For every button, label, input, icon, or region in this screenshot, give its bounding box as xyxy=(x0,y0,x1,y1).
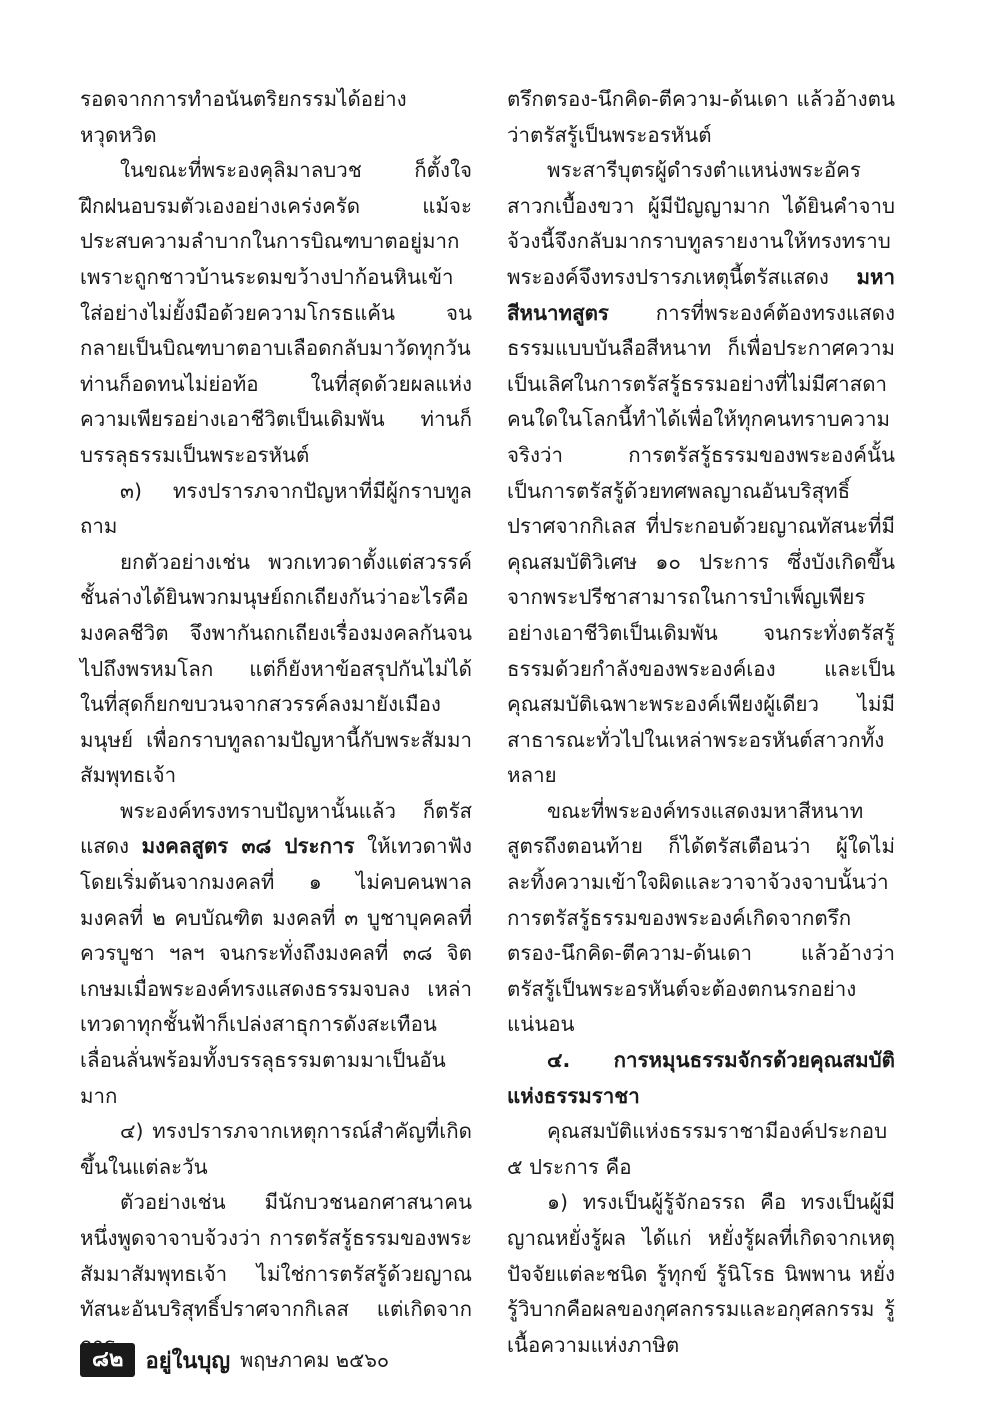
section-heading: ๔. การหมุนธรรมจักรด้วยคุณสมบัติแห่งธรรมราชา xyxy=(507,1048,895,1108)
paragraph: ขณะที่พระองค์ทรงแสดงมหาสีหนาทสูตรถึงตอนท้าย ก็ได้ตรัสเตือนว่า ผู้ใดไม่ละทิ้งความเข้าใจผิดและวาจาจ้วงจาบนั้นว่า การตรัสรู้ธรรมของพระองค์เกิดจากตรึกตรอง-นึกคิด-ตีความ-ด้นเดา แล้วอ้างว่าตรัสรู้เป็นพระอรหันต์จะต้องตกนรกอย่างแน่นอน xyxy=(507,798,895,1037)
paragraph: ยกตัวอย่างเช่น พวกเทวดาตั้งแต่สวรรค์ชั้นล่างได้ยินพวกมนุษย์ถกเถียงกันว่าอะไรคือมงคลชีวิต จึงพากันถกเถียงเรื่องมงคลกันจนไปถึงพรหมโลก แต่ก็ยังหาข้อสรุปกันไม่ได้ ในที่สุดก็ยกขบวนจากสวรรค์ลงมายังเมืองมนุษย์ เพื่อกราบทูลถามปัญหานี้กับพระสัมมาสัมพุทธเจ้า xyxy=(80,549,472,788)
paragraph: ตรึกตรอง-นึกคิด-ตีความ-ด้นเดา แล้วอ้างตนว่าตรัสรู้เป็นพระอรหันต์ xyxy=(507,87,895,147)
page-footer xyxy=(80,1340,389,1380)
issue-date: พฤษภาคม ๒๕๖๐ xyxy=(240,1348,390,1372)
page-number: ๘๒ xyxy=(80,1343,135,1377)
list-item-1: ๑) ทรงเป็นผู้รู้จักอรรถ คือ ทรงเป็นผู้มีญาณหยั่งรู้ผล ได้แก่ หยั่งรู้ผลที่เกิดจากเหตุปัจจัยแต่ละชนิด รู้ทุกข์ รู้นิโรธ นิพพาน หยั่งรู้วิบากคือผลของกุศลกรรมและอกุศลกรรม รู้เนื้อความแห่งภาษิต xyxy=(507,1190,895,1357)
paragraph-text: ให้เทวดาฟังโดยเริ่มต้นจากมงคลที่ ๑ ไม่คบคนพาล มงคลที่ ๒ คบบัณฑิต มงคลที่ ๓ บูชาบุคคลที่ควรบูชา ฯลฯ จนกระทั่งถึงมงคลที่ ๓๘ จิตเกษมเมื่อพระองค์ทรงแสดงธรรมจบลง เหล่าเทวดาทุกชั้นฟ้าก็เปล่งสาธุการดังสะเทือนเลื่อนลั่นพร้อมทั้งบรรลุธรรมตามมาเป็นอันมาก xyxy=(80,834,472,1108)
paragraph xyxy=(507,153,895,794)
paragraph: ในขณะที่พระองคุลิมาลบวช ก็ตั้งใจฝึกฝนอบรมตัวเองอย่างเคร่งครัด แม้จะประสบความลำบากในการบิณฑบาตอยู่มาก เพราะถูกชาวบ้านระดมขว้างปาก้อนหินเข้าใส่อย่างไม่ยั้งมือด้วยความโกรธแค้น จนกลายเป็นบิณฑบาตอาบเลือดกลับมาวัดทุกวัน ท่านก็อดทนไม่ย่อท้อ ในที่สุดด้วยผลแห่งความเพียรอย่างเอาชีวิตเป็นเดิมพัน ท่านก็บรรลุธรรมเป็นพระอรหันต์ xyxy=(80,158,472,467)
paragraph: คุณสมบัติแห่งธรรมราชามีองค์ประกอบ ๕ ประการ คือ xyxy=(507,1119,888,1179)
magazine-title: อยู่ในบุญ xyxy=(145,1348,231,1374)
paragraph: รอดจากการทำอนันตริยกรรมได้อย่างหวุดหวิด xyxy=(80,87,407,147)
left-column xyxy=(80,82,472,1363)
list-item-4: ๔) ทรงปรารภจากเหตุการณ์สำคัญที่เกิดขึ้นในแต่ละวัน xyxy=(80,1119,472,1179)
list-item-3: ๓) ทรงปรารภจากปัญหาที่มีผู้กราบทูลถาม xyxy=(80,478,472,539)
bold-term: มหาสีหนาทสูตร xyxy=(507,264,895,325)
paragraph: ตัวอย่างเช่น มีนักบวชนอกศาสนาคนหนึ่งพูดจาจาบจ้วงว่า การตรัสรู้ธรรมของพระสัมมาสัมพุทธเจ้า ไม่ใช่การตรัสรู้ด้วยญาณทัสนะอันบริสุทธิ์ปราศจากกิเลส แต่เกิดจาก xyxy=(80,1190,472,1322)
paragraph xyxy=(80,794,472,1114)
paragraph-text: พระสารีบุตรผู้ดำรงตำแหน่งพระอัครสาวกเบื้องขวา ผู้มีปัญญามาก ได้ยินคำจาบจ้วงนี้จึงกลับมากราบทูลรายงานให้ทรงทราบ พระองค์จึงทรงปรารภเหตุนี้ตรัสแสดง xyxy=(507,158,895,289)
paragraph-text: การที่พระองค์ต้องทรงแสดงธรรมแบบบันลือสีหนาท ก็เพื่อประกาศความเป็นเลิศในการตรัสรู้ธรรมอย่างที่ไม่มีศาสดาคนใดในโลกนี้ทำได้เพื่อให้ทุกคนทราบความจริงว่า การตรัสรู้ธรรมของพระองค์นั้น เป็นการตรัสรู้ด้วยทศพลญาณอันบริสุทธิ์ปราศจากกิเลส ที่ประกอบด้วยญาณทัสนะที่มีคุณสมบัติวิเศษ ๑๐ ประการ ซึ่งบังเกิดขึ้นจากพระปรีชาสามารถในการบำเพ็ญเพียรอย่างเอาชีวิตเป็นเดิมพัน จนกระทั่งตรัสรู้ธรรมด้วยกำลังของพระองค์เอง และเป็นคุณสมบัติเฉพาะพระองค์เพียงผู้เดียว ไม่มีสาธารณะทั่วไปในเหล่าพระอรหันต์สาวกทั้งหลาย xyxy=(507,300,895,788)
bold-term: มงคลสูตร ๓๘ ประการ xyxy=(141,834,355,859)
paragraph-text: พระองค์ทรงทราบปัญหานั้นแล้ว ก็ตรัสแสดง xyxy=(80,798,472,859)
right-column xyxy=(507,82,895,1363)
